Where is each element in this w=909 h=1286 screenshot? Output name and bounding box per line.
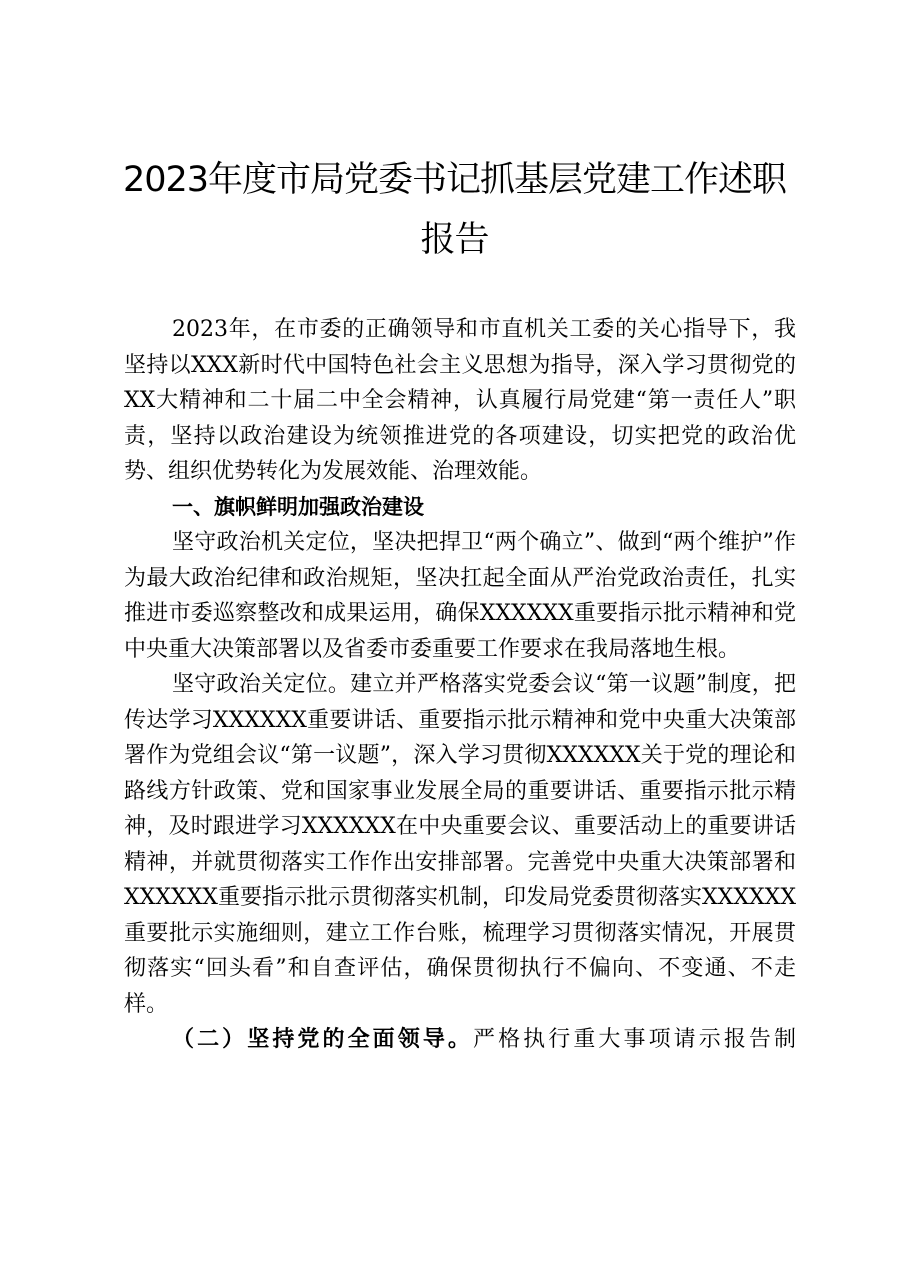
intro-paragraph: 2023年，在市委的正确领导和市直机关工委的关心指导下，我坚持以XXX新时代中国特色社会主义思想为指导，深入学习贯彻党的XX大精神和二十届二中全会精神，认真履行局党建“第一责任人”职责，坚持以政治建设为统领推进党的各项建设，切实把党的政治优势、组织优势转化为发展效能、治理效能。 <box>124 317 796 484</box>
item-2-paragraph <box>124 1022 796 1058</box>
item-2-label: （二）坚持党的全面领导。 <box>172 1026 473 1052</box>
document-body <box>124 312 796 1058</box>
document-title: 2023年度市局党委书记抓基层党建工作述职报告 <box>122 160 787 260</box>
section-1-paragraph-2: 坚守政治关定位。建立并严格落实党委会议“第一议题”制度，把传达学习XXXXXX重要讲话、重要指示批示精神和党中央重大决策部署作为党组会议“第一议题”，深入学习贯彻XXXXXX关于党的理论和路线方针政策、党和国家事业发展全局的重要讲话、重要指示批示精神，及时跟进学习XXXXXX在中央重要会议、重要活动上的重要讲话精神，并就贯彻落实工作作出安排部署。完善党中央重大决策部署和XXXXXX重要指示批示贯彻落实机制，印发局党委贯彻落实XXXXXX重要批示实施细则，建立工作台账，梳理学习贯彻落实情况，开展贯彻落实“回头看”和自查评估，确保贯彻执行不偏向、不变通、不走样。 <box>124 672 796 1017</box>
item-2-text: 严格执行重大事项请示报告制 <box>473 1027 796 1052</box>
section-1-paragraph-1: 坚守政治机关定位，坚决把捍卫“两个确立”、做到“两个维护”作为最大政治纪律和政治规矩，坚决扛起全面从严治党政治责任，扎实推进市委巡察整改和成果运用，确保XXXXXX重要指示批示精神和党中央重大决策部署以及省委市委重要工作要求在我局落地生根。 <box>124 530 796 662</box>
section-heading-1: 一、旗帜鲜明加强政治建设 <box>172 494 424 519</box>
